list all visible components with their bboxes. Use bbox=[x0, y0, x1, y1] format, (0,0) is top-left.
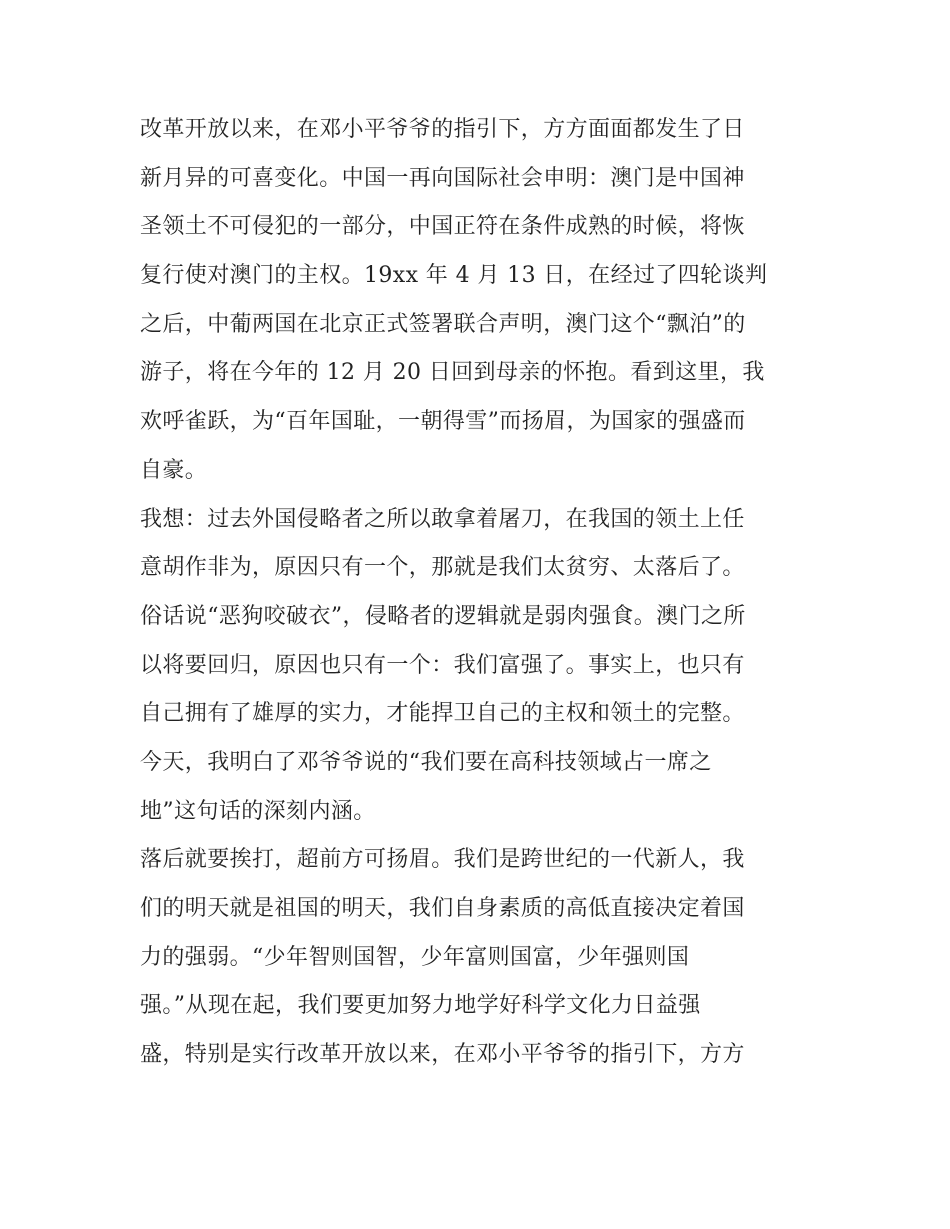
text-line: 强。”从现在起，我们要更加努力地学好科学文化力日益强 bbox=[140, 993, 701, 1019]
text-line: 圣领土不可侵犯的一部分，中国正符在条件成熟的时候，将恢 bbox=[140, 214, 745, 240]
text-line: 落后就要挨打，超前方可扬眉。我们是跨世纪的一代新人，我 bbox=[140, 847, 745, 873]
text-line: 之后，中葡两国在北京正式签署联合声明，澳门这个“飘泊”的 bbox=[140, 311, 746, 337]
text-line: 以将要回归，原因也只有一个：我们富强了。事实上，也只有 bbox=[140, 652, 745, 678]
text-line: 自豪。 bbox=[140, 457, 208, 483]
text-line: 今天，我明白了邓爷爷说的“我们要在高科技领域占一席之 bbox=[140, 749, 712, 775]
text-line: 欢呼雀跃，为“百年国耻，一朝得雪”而扬眉，为国家的强盛而 bbox=[140, 409, 746, 435]
text-line: 力的强弱。“少年智则国智，少年富则国富，少年强则国 bbox=[140, 944, 690, 970]
text-line: 盛，特别是实行改革开放以来，在邓小平爷爷的指引下，方方 bbox=[140, 1042, 745, 1068]
body-text bbox=[140, 106, 820, 1080]
text-line: 俗话说“恶狗咬破衣”，侵略者的逻辑就是弱肉强食。澳门之所 bbox=[140, 603, 746, 629]
text-line: 我想：过去外国侵略者之所以敢拿着屠刀，在我国的领土上任 bbox=[140, 506, 745, 532]
text-line: 意胡作非为，原因只有一个，那就是我们太贫穷、太落后了。 bbox=[140, 555, 745, 581]
text-line: 改革开放以来，在邓小平爷爷的指引下，方方面面都发生了日 bbox=[140, 117, 745, 142]
text-line: 游子，将在今年的 12 月 20 日回到母亲的怀抱。看到这里，我 bbox=[140, 360, 765, 386]
text-line: 复行使对澳门的主权。19xx 年 4 月 13 日，在经过了四轮谈判 bbox=[140, 263, 768, 289]
text-line: 地”这句话的深刻内涵。 bbox=[140, 798, 376, 824]
text-line: 们的明天就是祖国的明天，我们自身素质的高低直接决定着国 bbox=[140, 896, 745, 921]
text-line: 新月异的可喜变化。中国一再向国际社会申明：澳门是中国神 bbox=[140, 165, 745, 191]
text-line: 自己拥有了雄厚的实力，才能捍卫自己的主权和领土的完整。 bbox=[140, 701, 745, 727]
